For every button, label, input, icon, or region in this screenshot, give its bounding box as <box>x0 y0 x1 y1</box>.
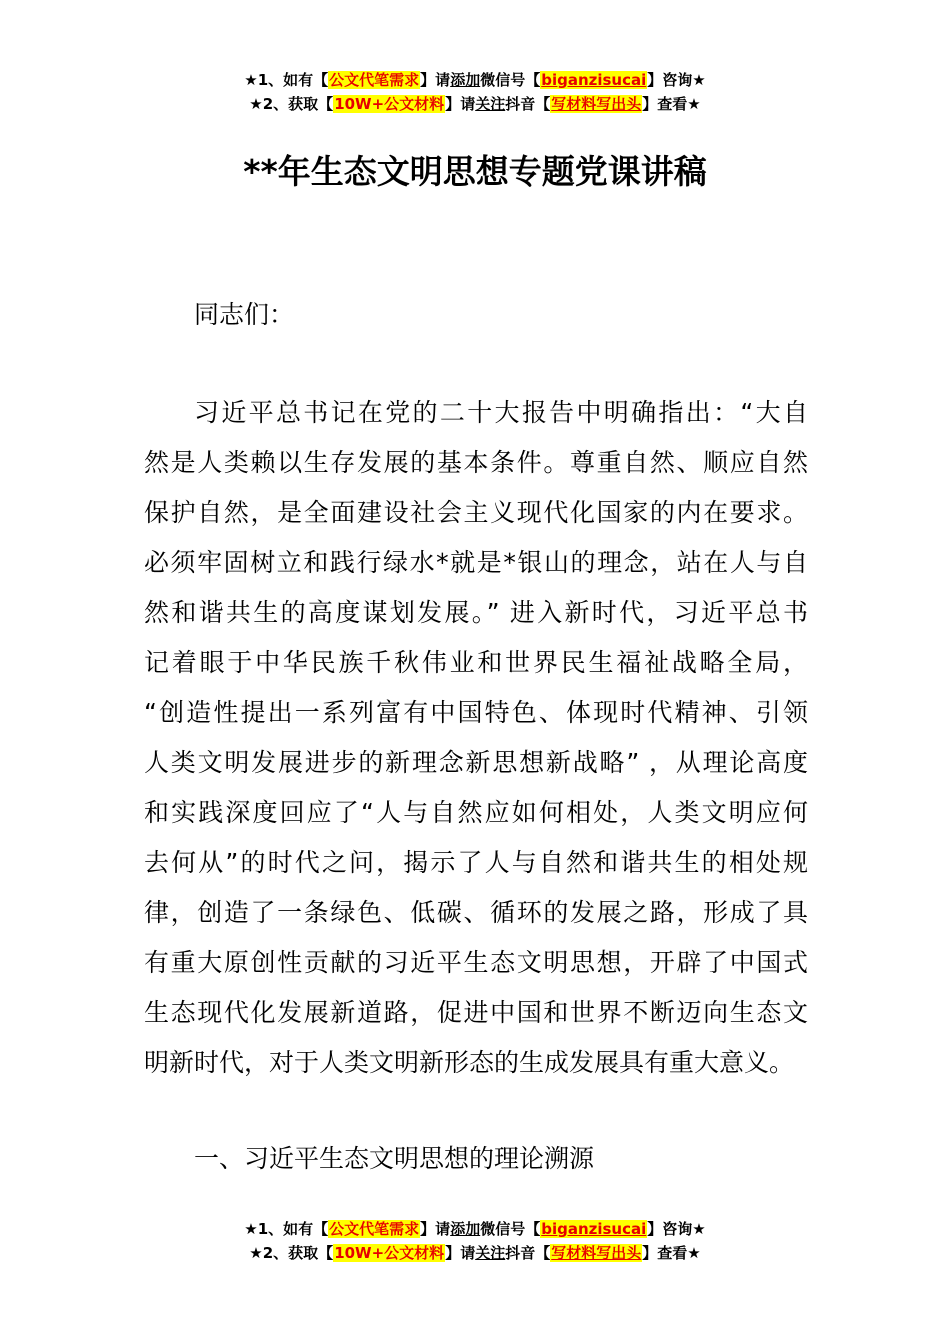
banner-highlight: 公文代笔需求 <box>329 71 420 89</box>
paragraph-line: 律，创造了一条绿色、低碳、循环的发展之路，形成了具 <box>144 898 808 927</box>
body-paragraph <box>144 388 808 1088</box>
paragraph-line: 去何从”的时代之问，揭示了人与自然和谐共生的相处规 <box>144 848 808 877</box>
banner-text: ★1、如有【 <box>244 1220 329 1238</box>
banner-highlight: 公文代笔需求 <box>329 1220 420 1238</box>
salutation: 同志们： <box>194 300 295 329</box>
banner-highlight: 10W+公文材料 <box>334 95 445 113</box>
banner-highlight: 10W+公文材料 <box>334 1244 445 1262</box>
banner-text: 】咨询★ <box>647 1220 706 1238</box>
banner-text: 】请 <box>445 95 476 113</box>
douyin-account-link[interactable]: 写材料写出头 <box>551 95 642 113</box>
banner-underlined-text: 添加 <box>450 1220 481 1238</box>
banner-line-2 <box>0 92 950 116</box>
footer-banner <box>0 1217 950 1265</box>
paragraph-line: 习近平总书记在党的二十大报告中明确指出：“大自 <box>194 398 808 427</box>
banner-text: 】查看★ <box>642 1244 701 1262</box>
banner-line-1 <box>0 1217 950 1241</box>
paragraph-line: 人类文明发展进步的新理念新思想新战略” ，从理论高度 <box>144 748 808 777</box>
banner-text: 】查看★ <box>642 95 701 113</box>
banner-text: ★2、获取【 <box>249 95 334 113</box>
banner-text: 微信号【 <box>480 1220 541 1238</box>
banner-text: ★1、如有【 <box>244 71 329 89</box>
header-banner <box>0 68 950 116</box>
banner-underlined-text: 添加 <box>450 71 481 89</box>
banner-underlined-text: 关注 <box>475 95 506 113</box>
paragraph-line: 保护自然，是全面建设社会主义现代化国家的内在要求。 <box>144 498 808 527</box>
paragraph-line: 然和谐共生的高度谋划发展。” 进入新时代，习近平总书 <box>144 598 808 627</box>
paragraph-line: 和实践深度回应了“人与自然应如何相处，人类文明应何 <box>144 798 808 827</box>
banner-text: 抖音【 <box>505 95 551 113</box>
paragraph-line: 必须牢固树立和践行绿水*就是*银山的理念，站在人与自 <box>144 548 808 577</box>
paragraph-line: “创造性提出一系列富有中国特色、体现时代精神、引领 <box>144 698 808 727</box>
banner-text: 】请 <box>420 71 451 89</box>
paragraph-line: 明新时代，对于人类文明新形态的生成发展具有重大意义。 <box>144 1048 795 1077</box>
paragraph-line: 有重大原创性贡献的习近平生态文明思想，开辟了中国式 <box>144 948 808 977</box>
wechat-id-link[interactable]: biganzisucai <box>541 71 647 89</box>
banner-underlined-text: 关注 <box>475 1244 506 1262</box>
paragraph-line: 然是人类赖以生存发展的基本条件。尊重自然、顺应自然 <box>144 448 808 477</box>
douyin-account-link[interactable]: 写材料写出头 <box>551 1244 642 1262</box>
banner-text: 微信号【 <box>480 71 541 89</box>
banner-text: 】请 <box>420 1220 451 1238</box>
document-title: **年生态文明思想专题党课讲稿 <box>243 152 707 191</box>
banner-text: 抖音【 <box>505 1244 551 1262</box>
banner-line-1 <box>0 68 950 92</box>
paragraph-line: 生态现代化发展新道路，促进中国和世界不断迈向生态文 <box>144 998 808 1027</box>
banner-text: 】咨询★ <box>647 71 706 89</box>
banner-text: ★2、获取【 <box>249 1244 334 1262</box>
banner-line-2 <box>0 1241 950 1265</box>
section-heading: 一、习近平生态文明思想的理论溯源 <box>194 1144 595 1173</box>
wechat-id-link[interactable]: biganzisucai <box>541 1220 647 1238</box>
banner-text: 】请 <box>445 1244 476 1262</box>
paragraph-line: 记着眼于中华民族千秋伟业和世界民生福祉战略全局， <box>144 648 808 677</box>
